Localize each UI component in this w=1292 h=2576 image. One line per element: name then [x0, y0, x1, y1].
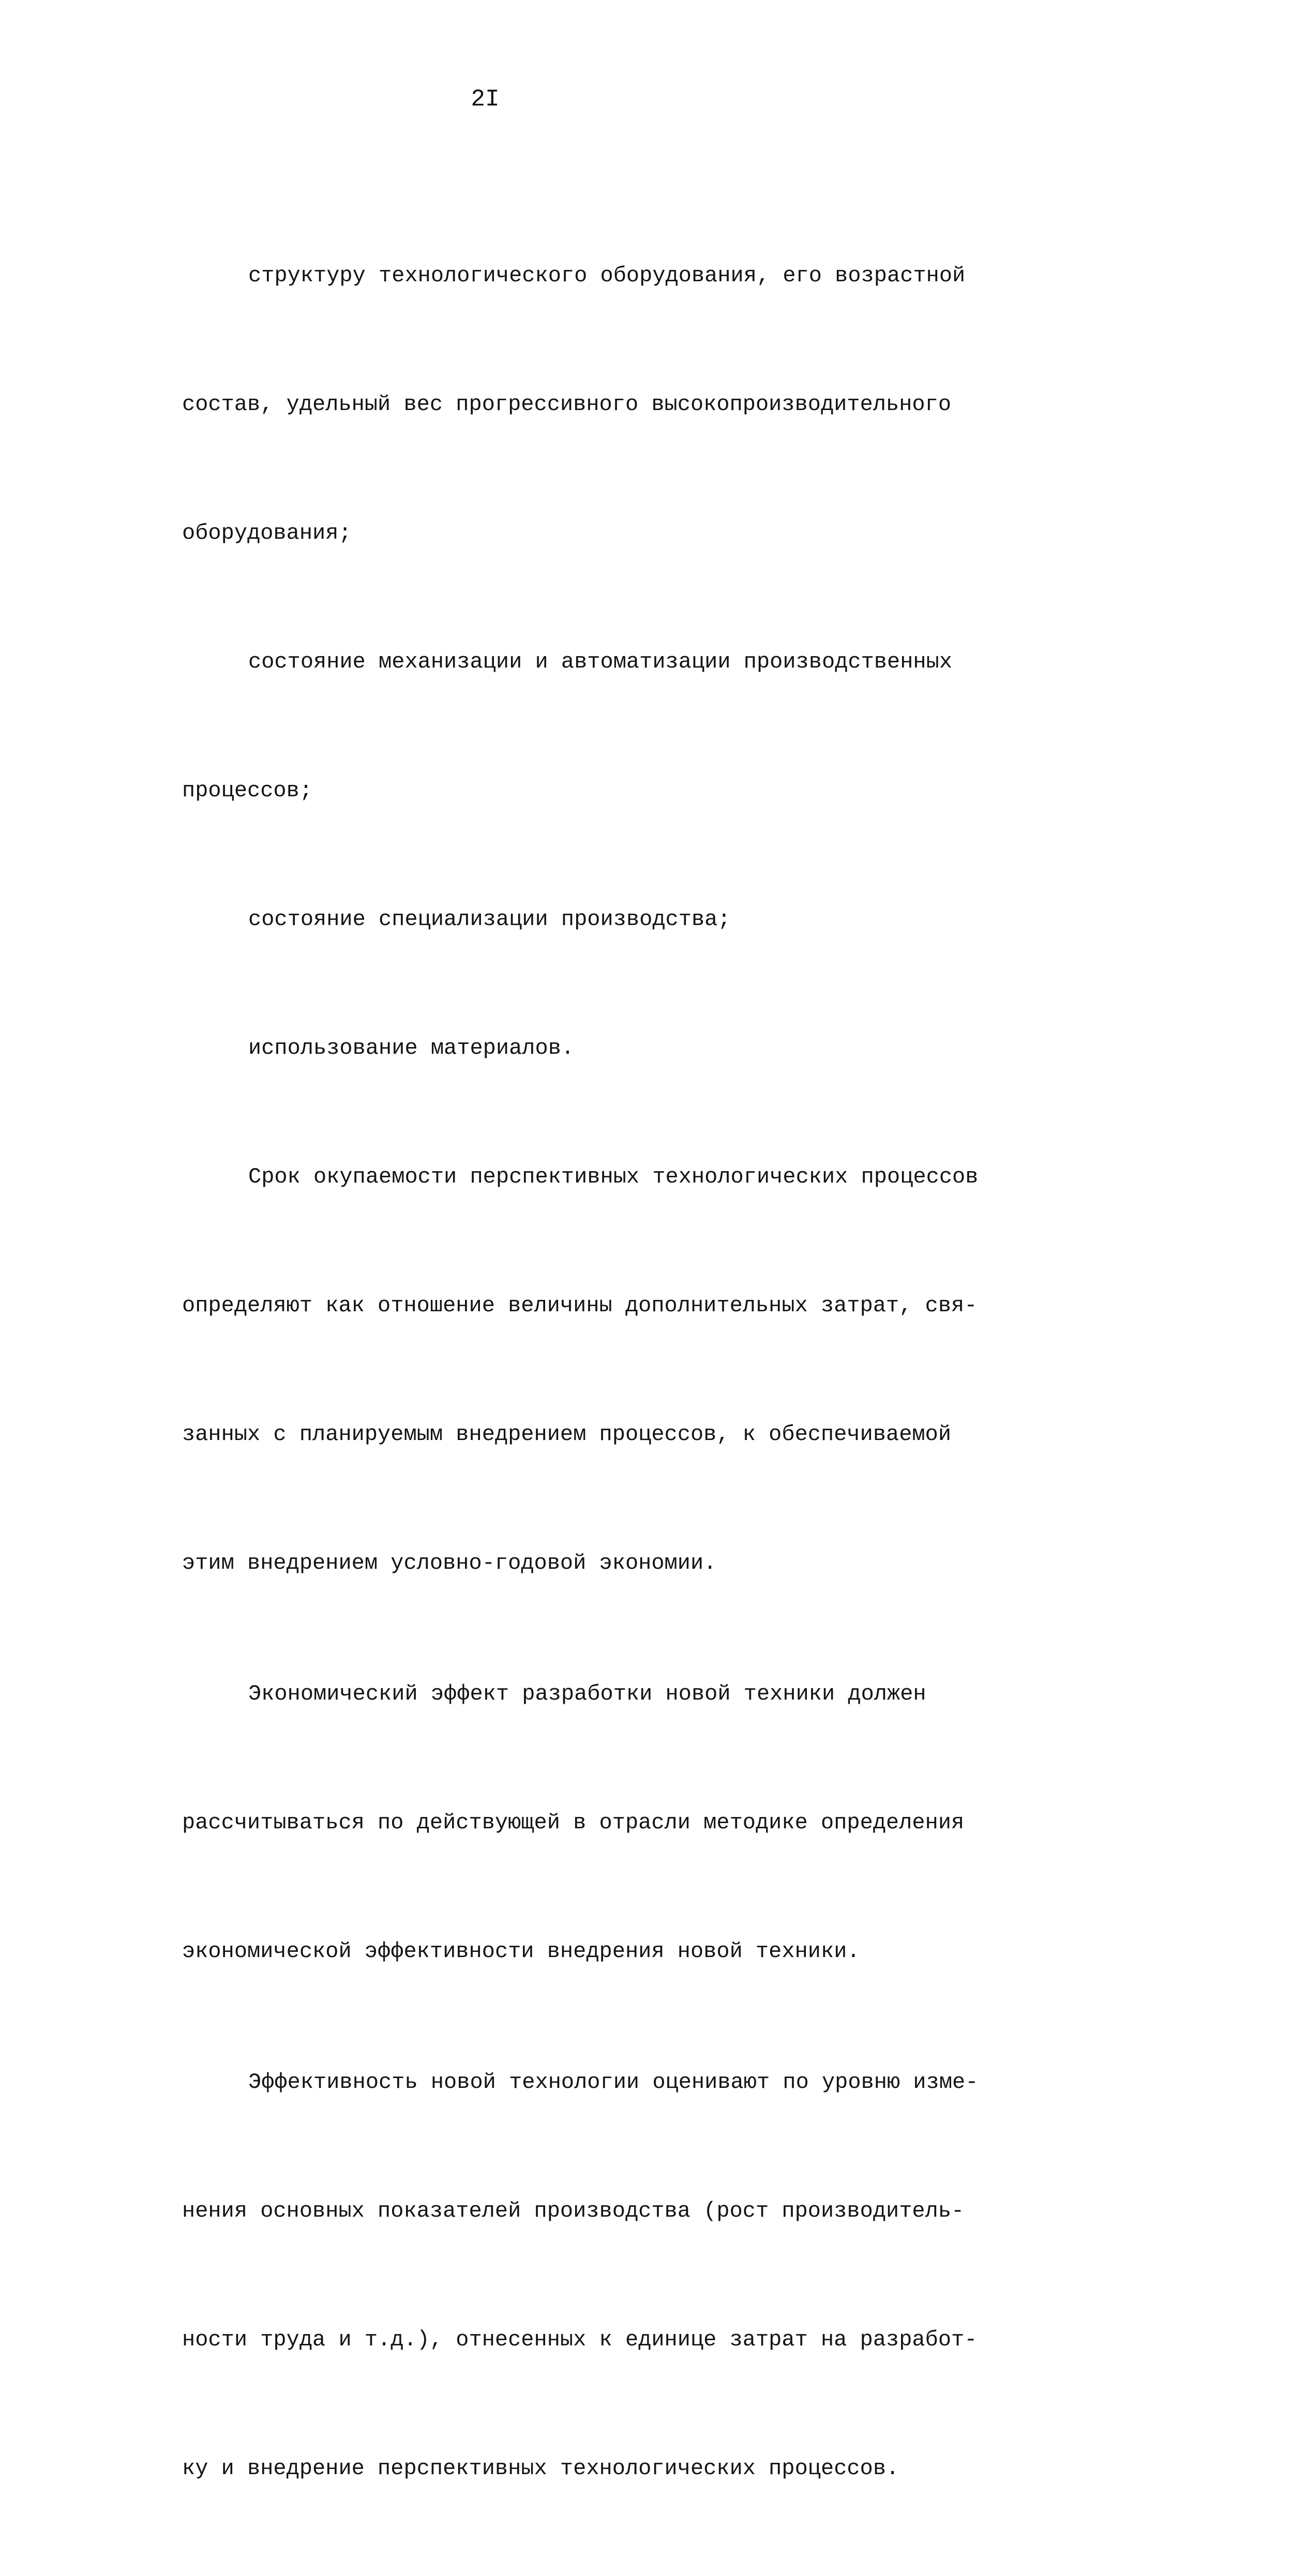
page-number: 2I	[471, 86, 500, 113]
text-line: состав, удельный вес прогрессивного высокопроизводительного	[182, 392, 952, 417]
text-line: состояние специализации производства;	[248, 907, 731, 932]
text-line: нения основных показателей производства (рост производитель-	[182, 2199, 965, 2223]
text-line: ку и внедрение перспективных технологических процессов.	[182, 2456, 899, 2481]
text-line: занных с планируемым внедрением процессов, к обеспечиваемой	[182, 1422, 952, 1447]
text-line: Экономический эффект разработки новой техники должен	[248, 1681, 926, 1706]
text-line: оборудования;	[182, 521, 352, 545]
text-line: экономической эффективности внедрения новой техники.	[182, 1939, 860, 1964]
text-line: процессов;	[182, 778, 313, 803]
text-line: состояние механизации и автоматизации производственных	[248, 649, 953, 674]
body-text	[182, 169, 989, 2576]
text-line: использование материалов.	[248, 1036, 575, 1060]
text-line: рассчитываться по действующей в отрасли методике определения	[182, 1810, 965, 1835]
text-line: определяют как отношение величины дополнительных затрат, свя-	[182, 1293, 978, 1318]
text-line: Срок окупаемости перспективных технологических процессов	[248, 1164, 979, 1189]
text-line: структуру технологического оборудования, его возрастной	[248, 263, 966, 288]
text-line: ности труда и т.д.), отнесенных к единице затрат на разработ-	[182, 2327, 978, 2352]
text-line: Эффективность новой технологии оценивают по уровню изме-	[248, 2070, 979, 2095]
text-line: этим внедрением условно-годовой экономии.	[182, 1551, 717, 1575]
